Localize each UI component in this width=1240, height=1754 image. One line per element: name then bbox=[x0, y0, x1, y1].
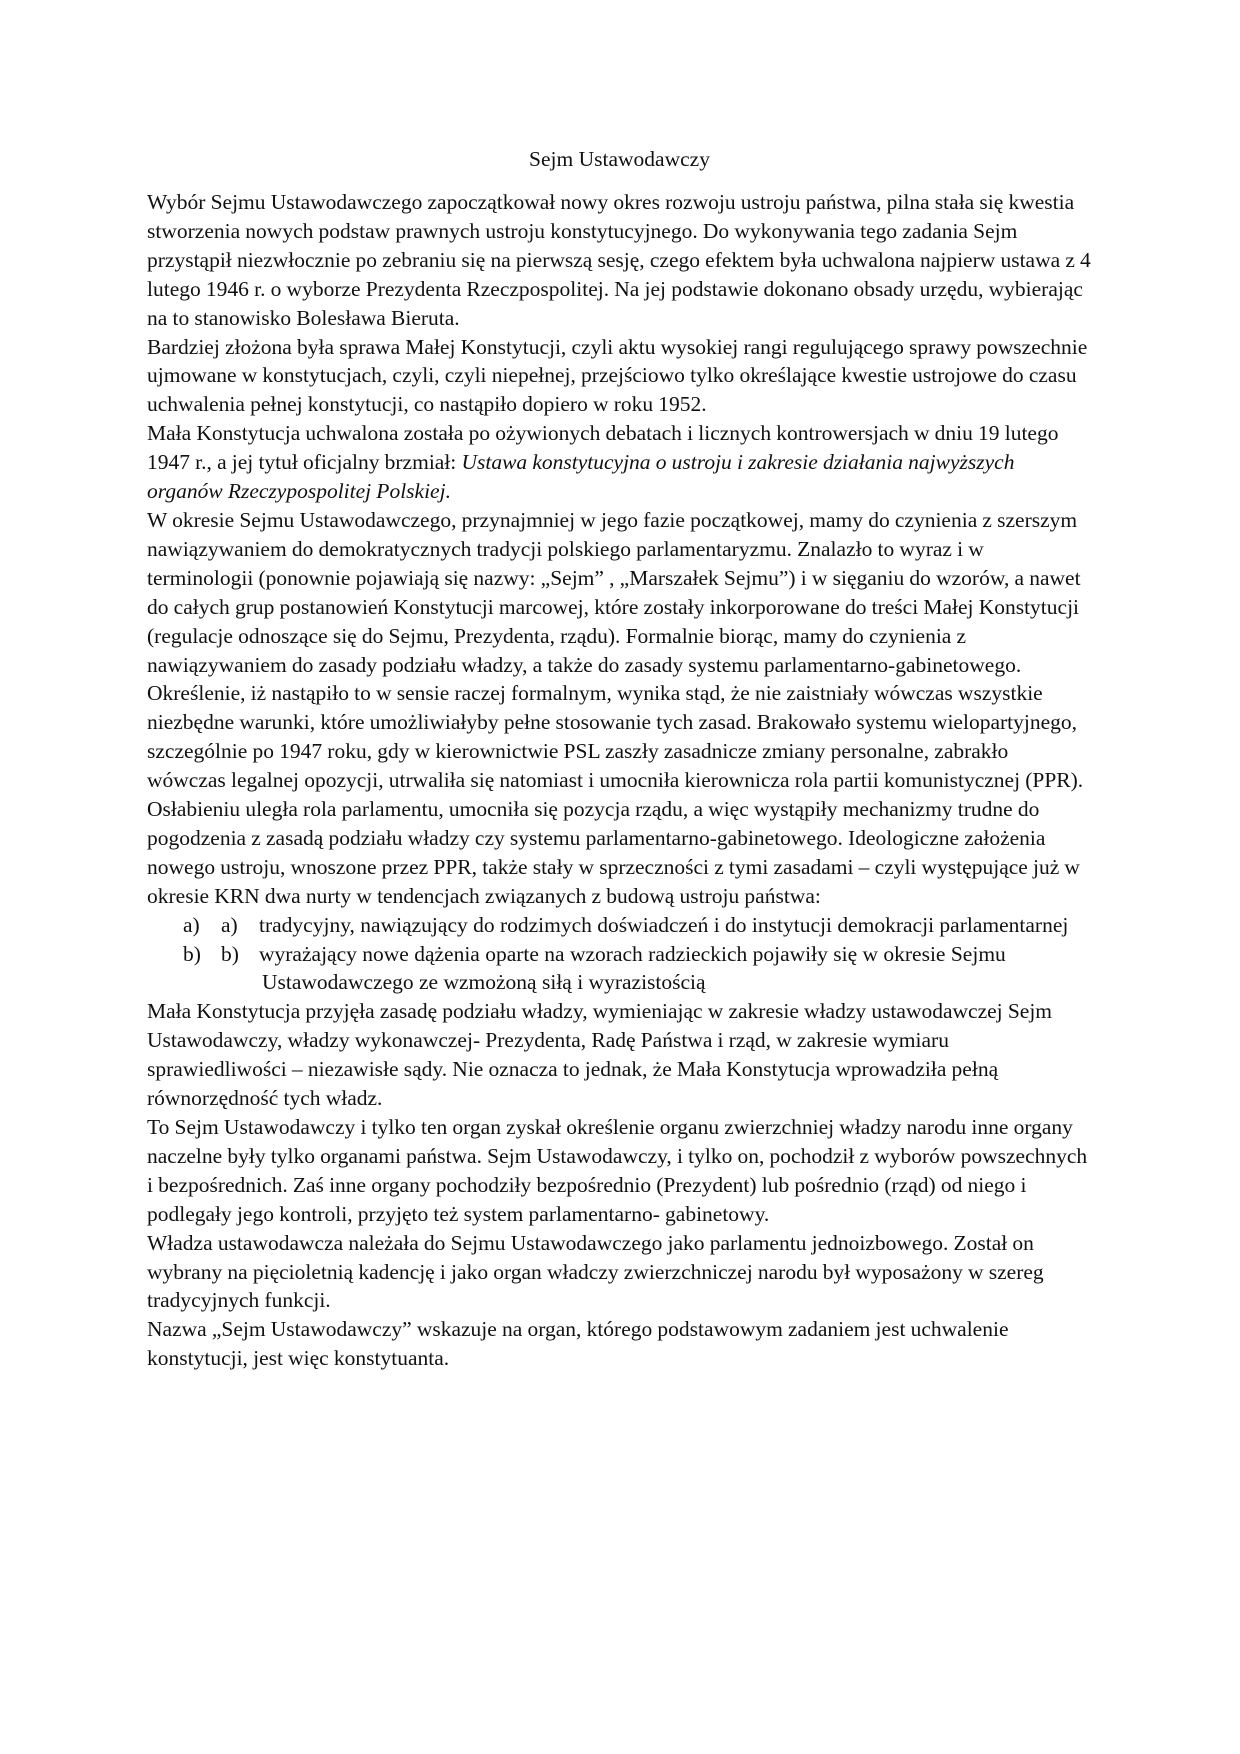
list-marker: a) bbox=[183, 912, 200, 937]
document-page bbox=[147, 145, 1092, 1373]
paragraph-uchwalenie bbox=[147, 419, 1092, 506]
paragraph-mala-konstytucja: Bardziej złożona była sprawa Małej Konstytucji, czyli aktu wysokiej rangi regulującego sprawy powszechnie ujmowane w konstytucjach, czyli, czyli niepełnej, przejściowo tylko określające kwestie ustrojowe do czasu uchwalenia pełnej konstytucji, co nastąpiło dopiero w roku 1952. bbox=[147, 334, 1088, 417]
list-item-text: wyrażający nowe dążenia oparte na wzorach radzieckich pojawiły się w okresie Sejmu Ustawodawczego ze wzmożoną siłą i wyrazistością bbox=[259, 941, 1006, 995]
paragraph-konstytuanta: Nazwa „Sejm Ustawodawczy” wskazuje na organ, którego podstawowym zadaniem jest uchwalenie konstytucji, jest więc konstytuanta. bbox=[147, 1317, 1009, 1371]
document-title: Sejm Ustawodawczy bbox=[529, 147, 710, 171]
act-title-italic: Ustawa konstytucyjna o ustroju i zakresie działania najwyższych organów Rzeczypospolitej Polskiej. bbox=[147, 450, 1015, 504]
list-item-text: tradycyjny, nawiązujący do rodzimych doświadczeń i do instytucji demokracji parlamentarnej bbox=[259, 912, 1069, 937]
paragraph-uchwalenie-text: Mała Konstytucja uchwalona została po ożywionych debatach i licznych kontrowersjach w dniu 19 lutego 1947 r., a jej tytuł oficjalny brzmiał: bbox=[147, 421, 1059, 475]
paragraph-podzial-wladzy: Mała Konstytucja przyjęła zasadę podziału władzy, wymieniając w zakresie władzy ustawodawczej Sejm Ustawodawczy, władzy wykonawczej- Prezydenta, Radę Państwa i rząd, w zakresie wymiaru sprawiedliwości – niezawisłe sądy. Nie oznacza to jednak, że Mała Konstytucja wprowadziła pełną równorzędność tych władz. bbox=[147, 999, 1053, 1111]
list-marker: a) bbox=[221, 912, 238, 937]
list-marker: b) bbox=[183, 941, 201, 966]
list-marker: b) bbox=[221, 941, 239, 966]
paragraph-wladza-ustawodawcza: Władza ustawodawcza należała do Sejmu Ustawodawczego jako parlamentu jednoizbowego. Został on wybrany na pięcioletnią kadencję i jako organ władczy zwierzchniczej narodu był wyposażony w szereg tradycyjnych funkcji. bbox=[147, 1230, 1044, 1313]
list-item bbox=[147, 911, 1092, 940]
paragraph-organ-zwierzchni: To Sejm Ustawodawczy i tylko ten organ zyskał określenie organu zwierzchniej władzy narodu inne organy naczelne były tylko organami państwa. Sejm Ustawodawczy, i tylko on, pochodził z wyborów powszechnych i bezpośrednich. Zaś inne organy pochodziły bezpośrednio (Prezydent) lub pośrednio (rząd) od niego i podlegały jego kontroli, przyjęto też system parlamentarno- gabinetowy. bbox=[147, 1115, 1088, 1226]
list-item bbox=[147, 940, 1092, 998]
paragraph-intro: Wybór Sejmu Ustawodawczego zapoczątkował nowy okres rozwoju ustroju państwa, pilna stała się kwestia stworzenia nowych podstaw prawnych ustroju konstytucyjnego. Do wykonywania tego zadania Sejm przystąpił niezwłocznie po zebraniu się na pierwszą sesję, czego efektem była uchwalona najpierw ustawa z 4 lutego 1946 r. o wyborze Prezydenta Rzeczpospolitej. Na jej podstawie dokonano obsady urzędu, wybierając na to stanowisko Bolesława Bieruta. bbox=[147, 190, 1091, 330]
paragraph-okres-sejmu: W okresie Sejmu Ustawodawczego, przynajmniej w jego fazie początkowej, mamy do czynienia z szerszym nawiązywaniem do demokratycznych tradycji polskiego parlamentaryzmu. Znalazło to wyraz i w terminologii (ponownie pojawiają się nazwy: „Sejm” , „Marszałek Sejmu”) i w sięganiu do wzorów, a nawet do całych grup postanowień Konstytucji marcowej, które zostały inkorporowane do treści Małej Konstytucji (regulacje odnoszące się do Sejmu, Prezydenta, rządu). Formalnie biorąc, mamy do czynienia z nawiązywaniem do zasady podziału władzy, a także do zasady systemu parlamentarno-gabinetowego. Określenie, iż nastąpiło to w sensie raczej formalnym, wynika stąd, że nie zaistniały wówczas wszystkie niezbędne warunki, które umożliwiałyby pełne stosowanie tych zasad. Brakowało systemu wielopartyjnego, szczególnie po 1947 roku, gdy w kierownictwie PSL zaszły zasadnicze zmiany personalne, zabrakło wówczas legalnej opozycji, utrwaliła się natomiast i umocniła kierownicza rola partii komunistycznej (PPR). Osłabieniu uległa rola parlamentu, umocniła się pozycja rządu, a więc wystąpiły mechanizmy trudne do pogodzenia z zasadą podziału władzy czy systemu parlamentarno-gabinetowego. Ideologiczne założenia nowego ustroju, wnoszone przez PPR, także stały w sprzeczności z tymi zasadami – czyli występujące już w okresie KRN dwa nurty w tendencjach związanych z budową ustroju państwa: bbox=[147, 507, 1084, 908]
tendencies-list bbox=[147, 911, 1092, 998]
